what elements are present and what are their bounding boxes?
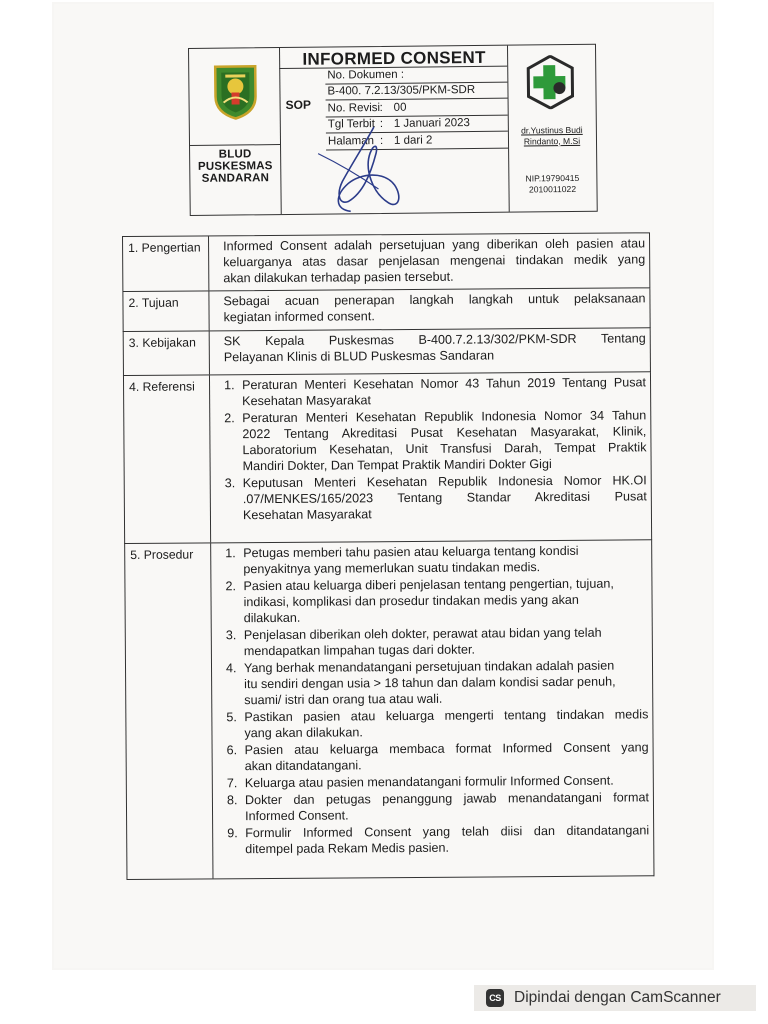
section-tujuan [122,288,650,332]
section-content [210,328,650,374]
content-line: keluarganya atas dasar penjelasan mengenai tindakan medik yang [223,252,646,270]
content-line: Pastikan pasien atau keluarga mengerti tentang tindakan medis [244,707,649,725]
watermark-text: Dipindai dengan CamScanner [514,989,721,1006]
list-item [225,472,647,523]
content-line: indikasi, komplikasi dan prosedur tindakan medis yang akan [243,592,579,610]
org-line: PUSKESMAS [197,160,273,173]
content-line: dilakukan. [243,610,301,626]
content-line: Mandiri Dokter, Dan Tempat Praktik Mandiri Dokter Gigi [242,457,552,474]
section-content [211,540,653,878]
sop-content-table [122,232,654,880]
section-label: 4. Referensi [124,375,211,543]
procedure-list [225,542,649,857]
section-label: 1. Pengertian [123,236,209,291]
list-item [224,407,646,474]
revision-value: 00 [393,101,407,114]
nip-line: 2010011022 [528,183,577,194]
sop-label: SOP [285,97,312,112]
section-label: 2. Tujuan [123,291,209,331]
content-line: ditempel pada Rekam Medis pasien. [245,840,450,857]
signer-nip [510,173,594,195]
section-referensi [123,372,652,544]
list-item [225,575,647,626]
section-content [209,233,649,290]
content-line: akan ditandatangani. [244,758,362,774]
content-line: suami/ istri dan orang tua atau wali. [244,691,443,708]
content-line: kegiatan informed consent. [223,309,375,325]
content-line: mendapatkan limpahan tugas dari dokter. [243,642,475,659]
content-line: Penjelasan diberikan oleh dokter, perawat atau bidan yang telah [243,625,602,643]
section-content [209,288,649,330]
signer-line: Rindanto, M.Si [523,135,581,146]
doc-number-value [325,82,507,100]
signer-name [510,125,594,147]
document-title: INFORMED CONSENT [302,47,486,69]
item-number: 2. [225,579,237,594]
list-item [227,772,649,791]
section-label: 3. Kebijakan [124,331,210,375]
revision-row [326,99,508,117]
content-line: Pasien atau keluarga diberi penjelasan tentang pengertian, tujuan, [243,576,614,594]
list-item [227,822,649,857]
health-ministry-logo-icon [523,55,578,110]
page-value: 1 dari 2 [393,134,433,147]
content-line: Peraturan Menteri Kesehatan Nomor 43 Tahun 2019 Tentang Pusat [241,375,647,393]
list-item [225,542,647,577]
item-number: 6. [226,743,238,758]
colon: : [379,134,384,147]
content-line: Petugas memberi tahu pasien atau keluarga tentang kondisi [243,543,579,561]
org-line: SANDARAN [201,172,270,185]
content-line: .07/MENKES/165/2023 Tentang Standar Akreditasi Pusat [242,489,647,507]
list-item [227,789,649,824]
item-number: 1. [223,378,235,393]
camscanner-watermark [474,985,756,1011]
content-line: Laboratorium Kesehatan, Unit Transfusi Darah, Tempat Praktik [242,440,647,458]
content-line: Dokter dan petugas penanggung jawab menandatangani format [244,790,649,808]
content-line: Kesehatan Masyarakat [242,393,372,409]
regional-crest-icon [211,62,260,120]
content-line: Pasien atau keluarga membaca format Informed Consent yang [244,740,649,758]
content-line: Pelayanan Klinis di BLUD Puskesmas Sandaran [223,348,495,365]
content-line: itu sendiri dengan usia > 18 tahun dan dalam kondisi sadar penuh, [244,674,616,692]
content-line: penyakitnya yang memerlukan suatu tindakan medis. [243,560,541,577]
content-line: Informed Consent. [245,808,349,824]
content-line: yang akan dilakukan. [244,725,363,741]
item-number: 8. [226,793,238,808]
content-line: Sebagai acuan penerapan langkah langkah untuk pelaksanaan [223,291,646,309]
nip-line: NIP.19790415 [525,172,580,184]
section-label: 5. Prosedur [125,543,213,879]
item-number: 3. [225,628,237,643]
colon: : [379,118,384,131]
section-kebijakan [123,328,651,376]
content-line: Informed Consent adalah persetujuan yang diberikan oleh pasien atau [223,236,646,254]
org-line: BLUD [218,148,252,161]
content-line: 2022 Tentang Akreditasi Pusat Kesehatan Masyarakat, Klinik, [242,424,647,442]
item-number: 4. [225,661,237,676]
list-item [226,706,648,741]
organization-name [190,148,280,185]
list-item [226,624,648,659]
item-number: 2. [224,411,235,426]
signer-line: dr.Yustinus Budi [521,124,583,136]
content-line: Yang berhak menandatangani persetujuan tindakan adalah pasien [243,658,615,676]
content-line: Keluarga atau pasien menandatangani formulir Informed Consent. [244,773,614,791]
section-prosedur [124,540,654,880]
handwritten-signature [278,122,449,216]
list-item [227,739,649,774]
item-number: 3. [224,476,236,491]
content-line: Peraturan Menteri Kesehatan Republik Indonesia Nomor 34 Tahun [242,408,647,426]
issue-date-value: 1 Januari 2023 [393,117,470,131]
page-label: Halaman [327,134,375,148]
content-line: Kesehatan Masyarakat [242,507,372,523]
section-pengertian [122,232,650,292]
doc-number-text: B-400. 7.2.13/305/PKM-SDR [327,84,476,98]
item-number: 5. [226,710,237,725]
content-line: Formulir Informed Consent yang telah diisi dan ditandatangani [245,823,650,841]
logo-cell [189,48,280,145]
item-number: 7. [226,776,238,791]
doc-number-label [325,66,507,84]
sop-header [188,44,598,216]
content-line: Keputusan Menteri Kesehatan Republik Indonesia Nomor HK.OI [242,473,647,491]
section-content [210,372,651,542]
colon: : [379,101,383,114]
reference-list [224,374,647,523]
camscanner-logo-icon: CS [486,989,504,1007]
content-line: SK Kepala Puskesmas B-400.7.2.13/302/PKM-SDR Tentang [223,331,646,349]
issue-date-label: Tgl Terbit [327,118,375,131]
content-line: akan dilakukan terhadap pasien tersebut. [223,269,454,286]
revision-label: No. Revisi [327,101,381,115]
item-number: 1. [225,546,236,561]
item-number: 9. [227,826,238,841]
list-item [226,657,648,708]
list-item [224,374,646,409]
doc-number-label-text: No. Dokumen : [327,68,405,82]
